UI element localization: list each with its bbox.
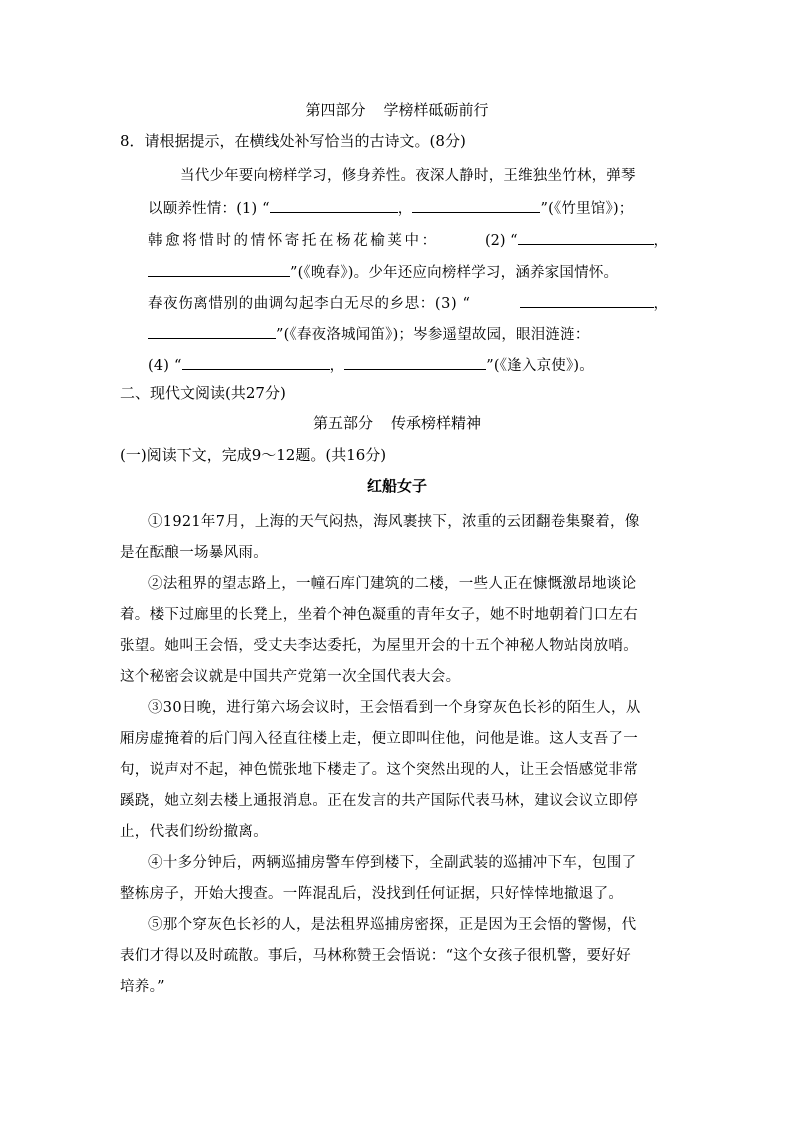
q8-line-7 [148,355,594,376]
answer-blank-1b[interactable] [412,198,540,213]
q8-line-3-text: 韩愈将惜时的情怀寄托在杨花榆荚中： [148,233,439,249]
article-title: 红船女子 [366,477,427,495]
answer-blank-3a[interactable] [520,293,654,308]
q8-line-4-text: ”(《晚春》)。少年还应向榜样学习，涵养家国情怀。 [290,265,619,281]
part4-title [0,100,794,120]
answer-blank-1a[interactable] [270,198,398,213]
part5-title-b: 传承榜样精神 [391,414,482,432]
paragraph-5-line: 表们才得以及时疏散。事后，马林称赞王会悟说：“这个女孩子很机警，要好好 [120,948,631,964]
paragraph-1 [120,507,675,569]
paragraph-3-line: 厢房虚掩着的后门闯入径直往楼上走，便立即叫住他，问他是谁。这人支吾了一 [120,731,638,747]
paragraph-2-line: 张望。她叫王会悟，受丈夫李达委托，为屋里开会的十五个神秘人物站岗放哨。 [120,638,638,654]
q8-line-7-source: ”(《逢入京使》)。 [486,358,594,374]
paragraph-4 [120,848,675,910]
section-2-heading: 二、现代文阅读(共27分) [120,384,286,402]
question-8-stem: 8．请根据提示，在横线处补写恰当的古诗文。(8分) [120,132,466,150]
q8-line-4 [148,262,618,283]
paragraph-1-line: 是在酝酿一场暴风雨。 [120,545,268,561]
paragraph-1-line: ①1921年7月，上海的天气闷热，海风裹挟下，浓重的云团翻卷集聚着，像 [148,514,640,530]
q8-line-2-prefix: 以颐养性情：(1) “ [148,201,270,217]
part4-title-a: 第四部分 [305,101,366,119]
paragraph-2-line: ②法租界的望志路上，一幢石库门建筑的二楼，一些人正在慷慨激昂地谈论 [148,576,637,592]
q8-line-6-text: ”(《春夜洛城闻笛》)；岑参遥望故园，眼泪涟涟： [276,327,590,343]
paragraph-4-line: ④十多分钟后，两辆巡捕房警车停到楼下，全副武装的巡捕冲下车，包围了 [148,855,637,871]
q8-line-5-sep: ， [653,296,668,312]
q8-line-3-fill [485,230,668,251]
q8-line-5-text: 春夜伤离惜别的曲调勾起李白无尽的乡思：(3) “ [148,296,471,312]
q8-line-1: 当代少年要向榜样学习，修身养性。夜深人静时，王维独坐竹林，弹琴 [180,168,636,184]
paragraph-5-line: 培养。” [120,979,165,995]
answer-blank-2b[interactable] [148,262,290,277]
paragraph-3-line: 句，说声对不起，神色慌张地下楼走了。这个突然出现的人，让王会悟感觉非常 [120,762,638,778]
paragraph-2 [120,569,675,693]
answer-blank-3b[interactable] [148,324,276,339]
q8-line-5-fill [520,293,669,314]
paragraph-2-line: 着。楼下过廊里的长凳上，坐着个神色凝重的青年女子，她不时地朝着门口左右 [120,607,638,623]
q8-line-3-num: (2) “ [484,233,518,249]
paragraph-5 [120,910,675,1003]
q8-line-7-prefix: (4) “ [148,358,182,374]
q8-line-2-sep: ， [397,201,413,217]
q8-line-5 [148,293,668,314]
answer-blank-4b[interactable] [344,355,486,370]
answer-blank-2a[interactable] [518,230,654,245]
paragraph-3-line: ③30日晚，进行第六场会议时，王会悟看到一个身穿灰色长衫的陌生人，从 [148,700,641,716]
part5-title-a: 第五部分 [312,414,373,432]
part5-title [0,413,794,433]
q8-line-3 [148,230,668,251]
part4-title-b: 学榜样砥砺前行 [383,101,489,119]
paragraph-3-line: 止，代表们纷纷撤离。 [120,824,268,840]
q8-line-2-source: ”(《竹里馆》)； [540,201,634,217]
paragraph-3-line: 蹊跷，她立刻去楼上通报消息。正在发言的共产国际代表马林，建议会议立即停 [120,793,638,809]
q8-line-3-sep: ， [653,233,668,249]
q8-line-2 [148,198,634,219]
paragraph-3 [120,693,675,848]
reading-intro: (一)阅读下文，完成9～12题。(共16分) [120,446,387,464]
paragraph-5-line: ⑤那个穿灰色长衫的人，是法租界巡捕房密探，正是因为王会悟的警惕，代 [148,917,637,933]
paragraph-4-line: 整栋房子，开始大搜查。一阵混乱后，没找到任何证据，只好悻悻地撤退了。 [120,886,624,902]
q8-line-7-sep: ， [329,358,345,374]
answer-blank-4a[interactable] [182,355,330,370]
paragraph-2-line: 这个秘密会议就是中国共产党第一次全国代表大会。 [120,669,461,685]
q8-line-6 [148,324,590,345]
